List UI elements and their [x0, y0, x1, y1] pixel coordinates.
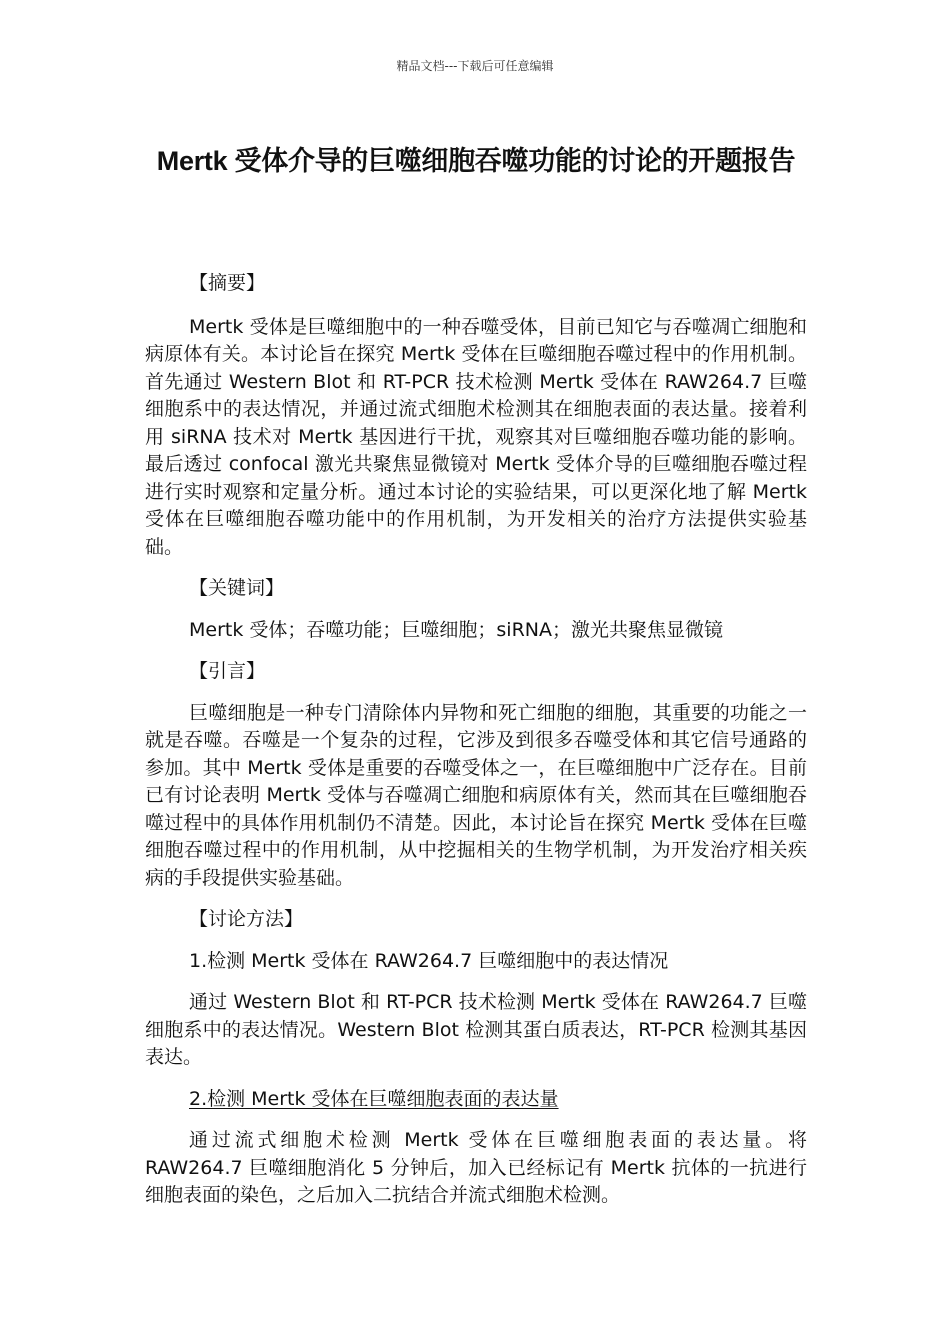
keywords-heading: 【关键词】: [189, 577, 285, 599]
method-1-heading: 1.检测 Mertk 受体在 RAW264.7 巨噬细胞中的表达情况: [189, 949, 669, 972]
document-body: [145, 270, 807, 1210]
methods-heading: 【讨论方法】: [189, 908, 304, 930]
method-2-heading: [145, 1086, 807, 1114]
method-2-paragraph: 通过流式细胞术检测 Mertk 受体在巨噬细胞表面的表达量。将 RAW264.7 巨噬细胞消化 5 分钟后，加入已经标记有 Mertk 抗体的一抗进行细胞表面的染色，之后加入二抗结合并流式细胞术检测。: [145, 1129, 807, 1206]
abstract-paragraph: Mertk 受体是巨噬细胞中的一种吞噬受体，目前已知它与吞噬凋亡细胞和病原体有关。本讨论旨在探究 Mertk 受体在巨噬细胞吞噬过程中的作用机制。首先通过 Western Blot 和 RT-PCR 技术检测 Mertk 受体在 RAW264.7 巨噬细胞系中的表达情况，并通过流式细胞术检测其在细胞表面的表达量。接着利用 siRNA 技术对 Mertk 基因进行干扰，观察其对巨噬细胞吞噬功能的影响。最后透过 confocal 激光共聚焦显微镜对 Mertk 受体介导的巨噬细胞吞噬过程进行实时观察和定量分析。通过本讨论的实验结果，可以更深化地了解 Mertk 受体在巨噬细胞吞噬功能中的作用机制，为开发相关的治疗方法提供实验基础。: [145, 315, 807, 558]
page-header-note: 精品文档---下载后可任意编辑: [396, 59, 554, 73]
introduction-paragraph: 巨噬细胞是一种专门清除体内异物和死亡细胞的细胞，其重要的功能之一就是吞噬。吞噬是一个复杂的过程，它涉及到很多吞噬受体和其它信号通路的参加。其中 Mertk 受体是重要的吞噬受体之一，在巨噬细胞中广泛存在。目前已有讨论表明 Mertk 受体与吞噬凋亡细胞和病原体有关，然而其在巨噬细胞吞噬过程中的具体作用机制仍不清楚。因此，本讨论旨在探究 Mertk 受体在巨噬细胞吞噬过程中的作用机制，从中挖掘相关的生物学机制，为开发治疗相关疾病的手段提供实验基础。: [145, 701, 807, 889]
keywords-paragraph: Mertk 受体；吞噬功能；巨噬细胞；siRNA；激光共聚焦显微镜: [189, 618, 723, 641]
method-2-heading-text: 2.检测 Mertk 受体在巨噬细胞表面的表达量: [189, 1087, 559, 1110]
abstract-heading: 【摘要】: [189, 272, 266, 294]
document-title: Mertk 受体介导的巨噬细胞吞噬功能的讨论的开题报告: [156, 146, 796, 176]
introduction-heading: 【引言】: [189, 660, 266, 682]
method-1-paragraph: 通过 Western Blot 和 RT-PCR 技术检测 Mertk 受体在 RAW264.7 巨噬细胞系中的表达情况。Western Blot 检测其蛋白质表达，RT-PCR 检测其基因表达。: [145, 991, 807, 1068]
